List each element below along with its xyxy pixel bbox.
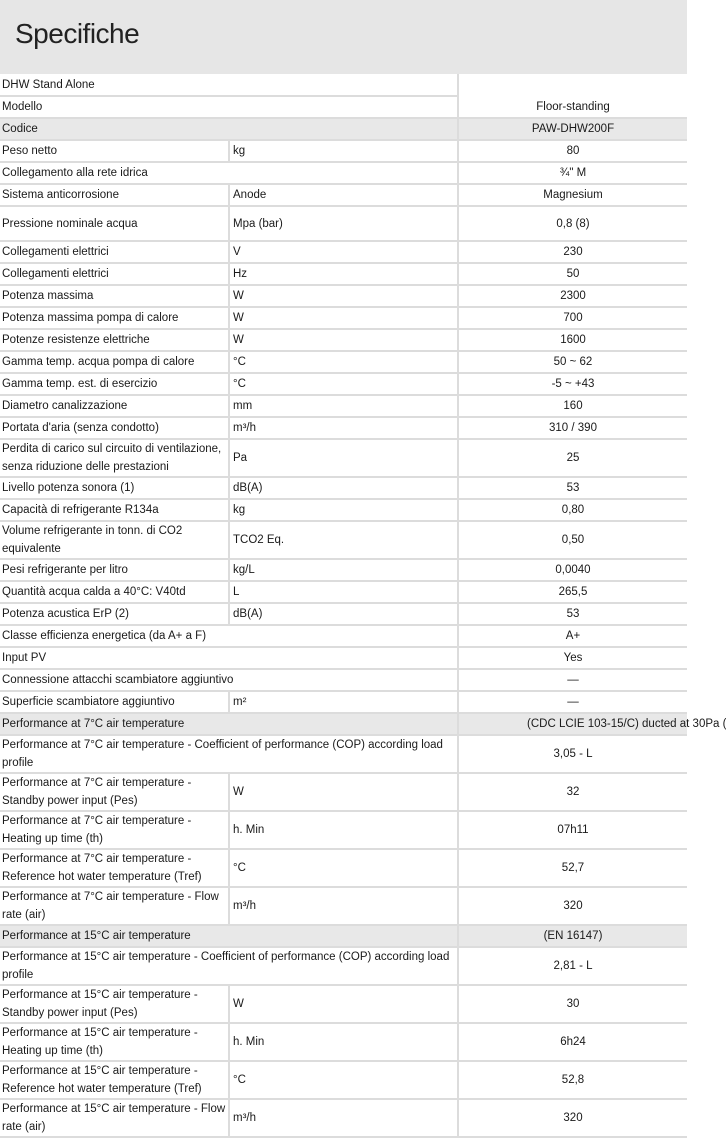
spec-unit: m² xyxy=(229,691,458,713)
spec-row xyxy=(0,811,687,849)
spec-label: Pesi refrigerante per litro xyxy=(0,559,229,581)
spec-label: Performance at 7°C air temperature - Flow rate (air) xyxy=(0,887,229,925)
spec-row xyxy=(0,669,687,691)
spec-row xyxy=(0,773,687,811)
spec-label: Livello potenza sonora (1) xyxy=(0,477,229,499)
spec-value: 700 xyxy=(458,307,687,329)
spec-unit: dB(A) xyxy=(229,477,458,499)
spec-row xyxy=(0,925,687,947)
spec-unit: m³/h xyxy=(229,417,458,439)
spec-label: Performance at 7°C air temperature - Heating up time (th) xyxy=(0,811,229,849)
spec-value: 0,0040 xyxy=(458,559,687,581)
spec-row xyxy=(0,351,687,373)
spec-unit: Anode xyxy=(229,184,458,206)
spec-value: 2300 xyxy=(458,285,687,307)
spec-unit: Mpa (bar) xyxy=(229,206,458,241)
spec-row xyxy=(0,1023,687,1061)
spec-label: Volume refrigerante in tonn. di CO2 equivalente xyxy=(0,521,229,559)
spec-unit: Pa xyxy=(229,439,458,477)
spec-row xyxy=(0,241,687,263)
spec-row xyxy=(0,499,687,521)
spec-unit: dB(A) xyxy=(229,603,458,625)
spec-unit: W xyxy=(229,285,458,307)
spec-value: 50 ~ 62 xyxy=(458,351,687,373)
page-header xyxy=(0,0,687,74)
spec-label: Performance at 15°C air temperature - Heating up time (th) xyxy=(0,1023,229,1061)
spec-label: Performance at 7°C air temperature xyxy=(0,713,458,735)
spec-row xyxy=(0,439,687,477)
spec-row xyxy=(0,162,687,184)
spec-unit: h. Min xyxy=(229,811,458,849)
spec-label: Input PV xyxy=(0,647,458,669)
section-title: DHW Stand Alone xyxy=(0,74,458,96)
spec-label: Diametro canalizzazione xyxy=(0,395,229,417)
spec-label: Performance at 7°C air temperature - Coefficient of performance (COP) according load profile xyxy=(0,735,458,773)
spec-unit: m³/h xyxy=(229,1099,458,1137)
spec-value: 320 xyxy=(458,887,687,925)
spec-row xyxy=(0,206,687,241)
spec-value: 32 xyxy=(458,773,687,811)
spec-label: Pressione nominale acqua xyxy=(0,206,229,241)
spec-value: 52,8 xyxy=(458,1061,687,1099)
spec-label: Portata d'aria (senza condotto) xyxy=(0,417,229,439)
spec-label: Classe efficienza energetica (da A+ a F) xyxy=(0,625,458,647)
spec-table xyxy=(0,74,726,1138)
spec-value: A+ xyxy=(458,625,687,647)
spec-label: Potenze resistenze elettriche xyxy=(0,329,229,351)
spec-label: Capacità di refrigerante R134a xyxy=(0,499,229,521)
spec-value: 07h11 xyxy=(458,811,687,849)
spec-value: 6h24 xyxy=(458,1023,687,1061)
spec-row xyxy=(0,947,687,985)
spec-value: Magnesium xyxy=(458,184,687,206)
spec-unit: kg xyxy=(229,140,458,162)
spec-row xyxy=(0,735,687,773)
spec-label: Perdita di carico sul circuito di ventilazione, senza riduzione delle prestazioni xyxy=(0,439,229,477)
spec-value: 25 xyxy=(458,439,687,477)
spec-row xyxy=(0,285,687,307)
spec-row xyxy=(0,559,687,581)
spec-label: Performance at 15°C air temperature - Flow rate (air) xyxy=(0,1099,229,1137)
spec-value: ¾" M xyxy=(458,162,687,184)
spec-unit: W xyxy=(229,329,458,351)
spec-value: 230 xyxy=(458,241,687,263)
spec-value: 53 xyxy=(458,603,687,625)
page-title: Specifiche xyxy=(15,18,140,49)
spec-unit: °C xyxy=(229,1061,458,1099)
spec-value: — xyxy=(458,669,687,691)
spec-value: (EN 16147) xyxy=(458,925,687,947)
spec-row xyxy=(0,603,687,625)
spec-row xyxy=(0,329,687,351)
spec-label: Gamma temp. acqua pompa di calore xyxy=(0,351,229,373)
spec-value: 2,81 - L xyxy=(458,947,687,985)
spec-row xyxy=(0,887,687,925)
spec-unit: V xyxy=(229,241,458,263)
section-title-value xyxy=(458,74,687,96)
spec-label: Performance at 7°C air temperature - Standby power input (Pes) xyxy=(0,773,229,811)
spec-unit: °C xyxy=(229,373,458,395)
spec-value: 3,05 - L xyxy=(458,735,687,773)
spec-row xyxy=(0,263,687,285)
spec-value: 320 xyxy=(458,1099,687,1137)
spec-value: 50 xyxy=(458,263,687,285)
spec-label: Performance at 15°C air temperature xyxy=(0,925,458,947)
spec-label: Peso netto xyxy=(0,140,229,162)
spec-value: 310 / 390 xyxy=(458,417,687,439)
spec-value: PAW-DHW200F xyxy=(458,118,687,140)
spec-label: Potenza massima xyxy=(0,285,229,307)
spec-unit: Hz xyxy=(229,263,458,285)
spec-label: Quantità acqua calda a 40°C: V40td xyxy=(0,581,229,603)
spec-value: 0,8 (8) xyxy=(458,206,687,241)
spec-unit: W xyxy=(229,773,458,811)
spec-label: Connessione attacchi scambiatore aggiuntivo xyxy=(0,669,458,691)
spec-label: Codice xyxy=(0,118,458,140)
spec-row xyxy=(0,647,687,669)
spec-row xyxy=(0,849,687,887)
spec-unit: °C xyxy=(229,849,458,887)
spec-label: Superficie scambiatore aggiuntivo xyxy=(0,691,229,713)
spec-label: Performance at 15°C air temperature - Coefficient of performance (COP) according load profile xyxy=(0,947,458,985)
spec-unit: W xyxy=(229,307,458,329)
spec-row xyxy=(0,713,687,735)
spec-label: Performance at 15°C air temperature - Reference hot water temperature (Tref) xyxy=(0,1061,229,1099)
spec-row xyxy=(0,184,687,206)
spec-row xyxy=(0,417,687,439)
spec-label: Modello xyxy=(0,96,458,118)
section-title-row xyxy=(0,74,687,96)
spec-label: Sistema anticorrosione xyxy=(0,184,229,206)
spec-value: Yes xyxy=(458,647,687,669)
spec-value: 0,80 xyxy=(458,499,687,521)
spec-label: Performance at 7°C air temperature - Reference hot water temperature (Tref) xyxy=(0,849,229,887)
spec-value: -5 ~ +43 xyxy=(458,373,687,395)
spec-value: 30 xyxy=(458,985,687,1023)
spec-label: Performance at 15°C air temperature - Standby power input (Pes) xyxy=(0,985,229,1023)
spec-unit: TCO2 Eq. xyxy=(229,521,458,559)
spec-row xyxy=(0,395,687,417)
spec-row xyxy=(0,521,687,559)
spec-value: 160 xyxy=(458,395,687,417)
spec-row xyxy=(0,691,687,713)
spec-row xyxy=(0,1099,687,1137)
spec-label: Potenza massima pompa di calore xyxy=(0,307,229,329)
spec-value: 0,50 xyxy=(458,521,687,559)
spec-unit: mm xyxy=(229,395,458,417)
spec-row xyxy=(0,96,687,118)
spec-value: 80 xyxy=(458,140,687,162)
spec-row xyxy=(0,985,687,1023)
spec-unit: kg xyxy=(229,499,458,521)
spec-row xyxy=(0,581,687,603)
spec-value: 1600 xyxy=(458,329,687,351)
spec-value: 52,7 xyxy=(458,849,687,887)
spec-label: Gamma temp. est. di esercizio xyxy=(0,373,229,395)
spec-row xyxy=(0,307,687,329)
spec-label: Collegamenti elettrici xyxy=(0,263,229,285)
spec-unit: kg/L xyxy=(229,559,458,581)
spec-label: Collegamenti elettrici xyxy=(0,241,229,263)
spec-value: — xyxy=(458,691,687,713)
spec-row xyxy=(0,1061,687,1099)
spec-value: Floor-standing xyxy=(458,96,687,118)
spec-label: Collegamento alla rete idrica xyxy=(0,162,458,184)
spec-value: 265,5 xyxy=(458,581,687,603)
spec-unit: °C xyxy=(229,351,458,373)
spec-value: 53 xyxy=(458,477,687,499)
spec-label: Potenza acustica ErP (2) xyxy=(0,603,229,625)
spec-row xyxy=(0,118,687,140)
spec-unit: m³/h xyxy=(229,887,458,925)
spec-unit: L xyxy=(229,581,458,603)
spec-row xyxy=(0,373,687,395)
spec-unit: h. Min xyxy=(229,1023,458,1061)
spec-unit: W xyxy=(229,985,458,1023)
spec-row xyxy=(0,625,687,647)
spec-value: (CDC LCIE 103-15/C) ducted at 30Pa ( xyxy=(458,713,687,735)
spec-row xyxy=(0,477,687,499)
spec-row xyxy=(0,140,687,162)
